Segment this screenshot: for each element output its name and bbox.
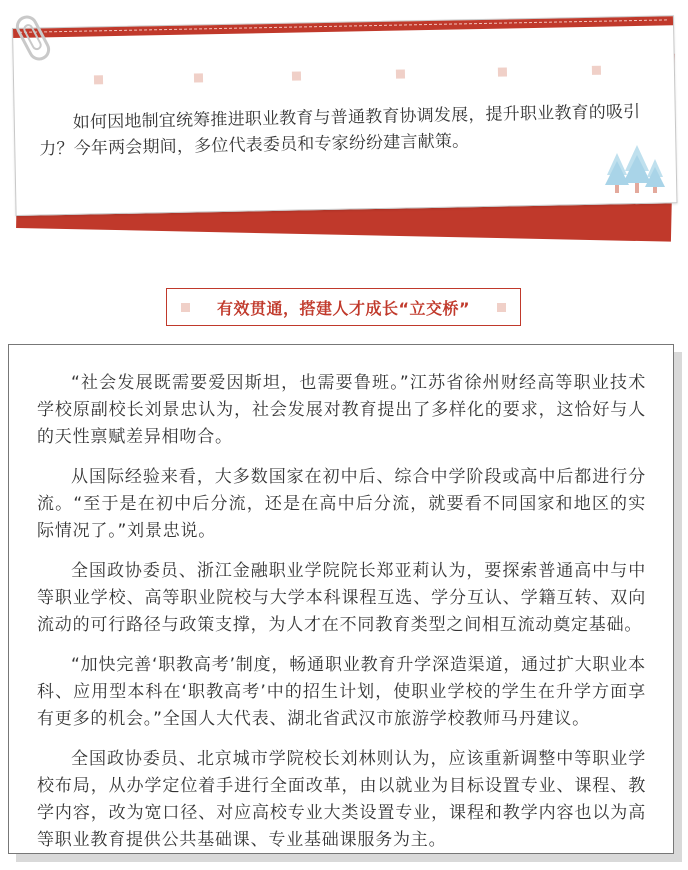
intro-paragraph: 如何因地制宜统筹推进职业教育与普通教育协调发展，提升职业教育的吸引力？今年两会期间，多位代表委员和专家纷纷建言献策。 <box>39 101 641 160</box>
article-paragraph: 全国政协委员、北京城市学院校长刘林则认为，应该重新调整中等职业学校布局，从办学定位着手进行全面改革，由以就业为目标设置专业、课程、教学内容，改为宽口径、对应高校专业大类设置专业，课程和教学内容也以为高等职业教育提供公共基础课、专业基础课服务为主。 <box>37 749 646 850</box>
article-paragraph: 从国际经验来看，大多数国家在初中后、综合中学阶段或高中后都进行分流。“至于是在初中后分流，还是在高中后分流，就要看不同国家和地区的实际情况了。”刘景忠说。 <box>37 467 646 541</box>
decor-square <box>592 66 601 75</box>
decor-square <box>292 71 301 80</box>
decor-square <box>497 303 506 312</box>
decor-square <box>181 303 190 312</box>
decor-square <box>396 69 405 78</box>
decor-square <box>194 73 203 82</box>
intro-card-top-stripe <box>13 16 673 38</box>
section-title: 有效贯通，搭建人才成长“立交桥” <box>216 298 471 318</box>
snowy-trees-icon <box>603 145 667 195</box>
article-paragraph: 全国政协委员、浙江金融职业学院院长郑亚莉认为，要探索普通高中与中等职业学校、高等职业院校与大学本科课程互选、学分互认、学籍互转、双向流动的可行路径与政策支撑，为人才在不同教育类型之间相互流动奠定基础。 <box>37 561 646 635</box>
intro-card <box>12 15 677 216</box>
section-header <box>166 288 521 326</box>
article-paragraph: “社会发展既需要爱因斯坦，也需要鲁班。”江苏省徐州财经高等职业技术学校原副校长刘景忠认为，社会发展对教育提出了多样化的要求，这恰好与人的天性禀赋差异相吻合。 <box>37 373 646 447</box>
intro-decorative-dots <box>14 64 674 87</box>
intro-section <box>0 0 688 240</box>
decor-square <box>94 75 103 84</box>
article-paragraph: “加快完善‘职教高考’制度，畅通职业教育升学深造渠道，通过扩大职业本科、应用型本科在‘职教高考’中的招生计划，使职业学校的学生在升学方面享有更多的机会。”全国人大代表、湖北省武汉市旅游学校教师马丹建议。 <box>37 655 646 729</box>
article-body <box>8 344 674 854</box>
decor-square <box>498 68 507 77</box>
